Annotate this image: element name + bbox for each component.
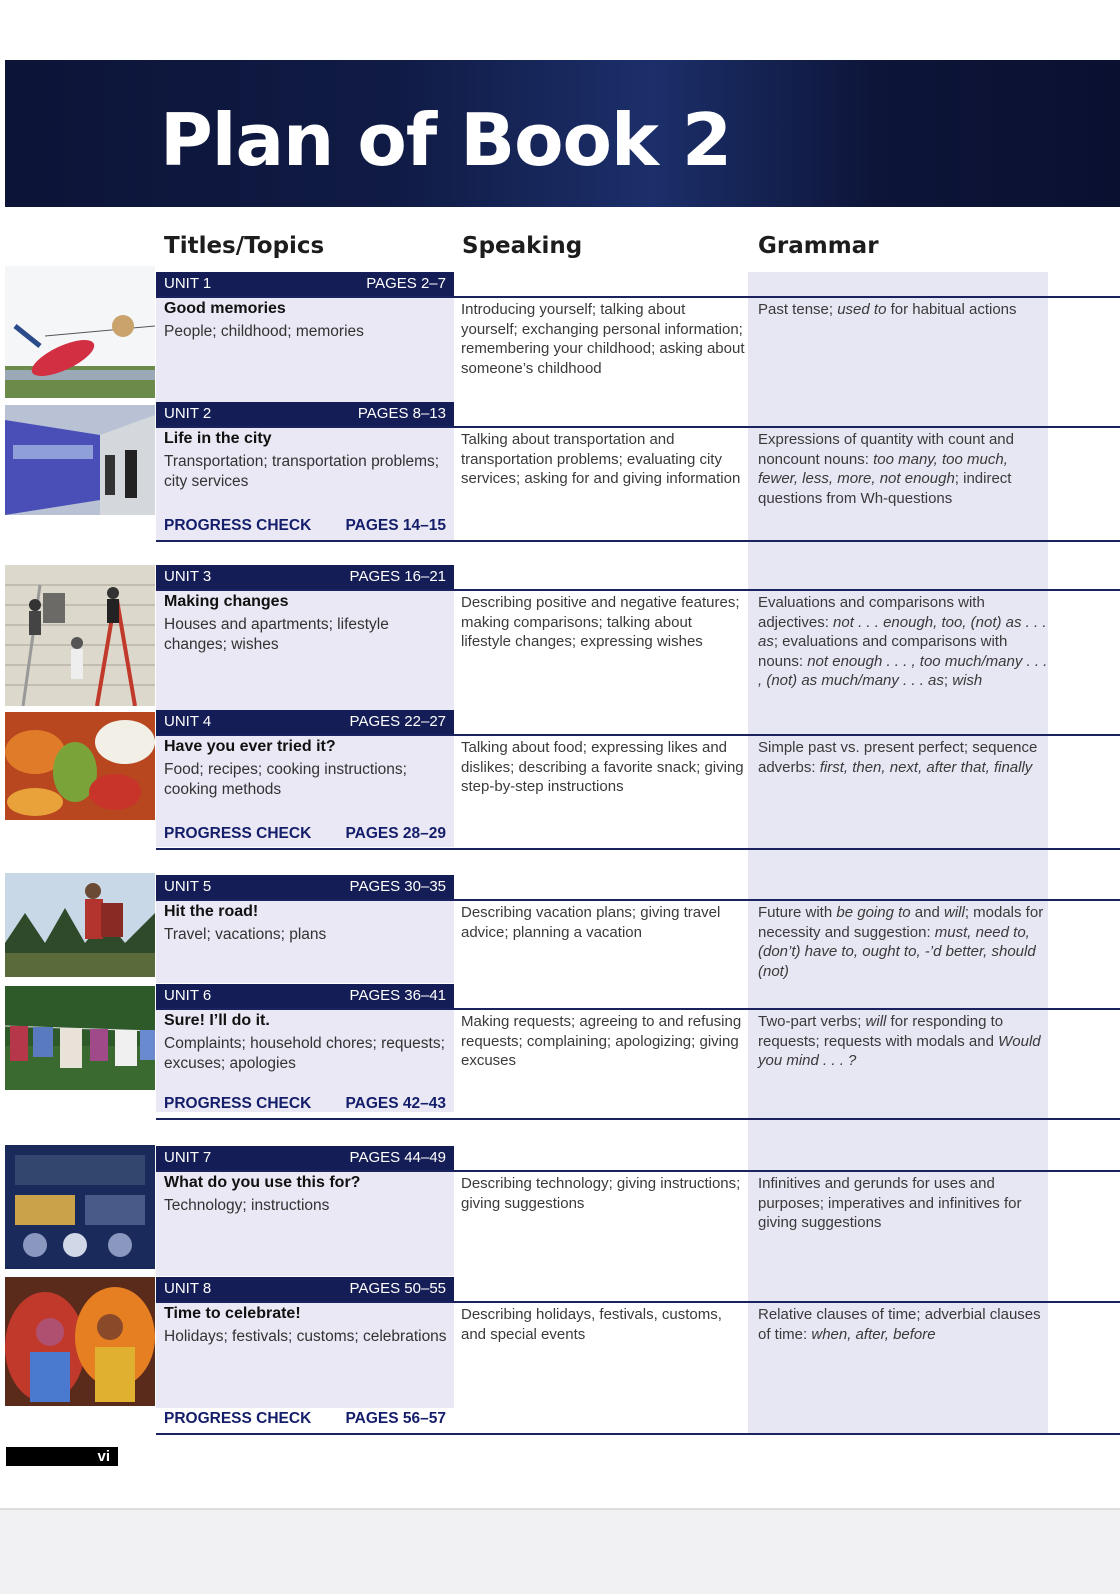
speaking-text: Describing vacation plans; giving travel advice; planning a vacation: [461, 904, 721, 941]
unit-label: UNIT 1: [164, 275, 212, 292]
grammar-text: Expressions of quantity with count and noncount nouns: too many, too much, fewer, less, more, not enough; indirect questions from Wh-questions: [758, 431, 1014, 507]
festival-photo: [5, 1277, 155, 1406]
unit-label: UNIT 8: [164, 1280, 212, 1297]
column-header-grammar: Grammar: [758, 233, 879, 259]
grammar-text: Future with be going to and will; modals for necessity and suggestion: must, need to, (don’t) have to, ought to, -’d better, should (not): [758, 904, 1044, 980]
progress-check-pages: PAGES 14–15: [345, 517, 446, 534]
section-rule: [156, 540, 1120, 542]
row-rule: [156, 589, 1120, 591]
progress-check-pages: PAGES 28–29: [345, 825, 446, 842]
unit-pages: PAGES 22–27: [349, 713, 446, 730]
speaking-text: Introducing yourself; talking about yourself; exchanging personal information; remembering your childhood; asking about someone’s childhood: [461, 301, 745, 377]
page-title: Plan of Book 2: [160, 98, 732, 182]
unit-header: [156, 710, 454, 734]
progress-check: [164, 825, 446, 843]
unit-topics: Travel; vacations; plans: [164, 926, 327, 943]
unit-header: [156, 875, 454, 899]
progress-check-pages: PAGES 42–43: [345, 1095, 446, 1112]
grammar-text: Infinitives and gerunds for uses and purposes; imperatives and infinitives for giving suggestions: [758, 1175, 1022, 1231]
unit-header: [156, 272, 454, 296]
column-header-speaking: Speaking: [462, 233, 583, 259]
speaking-text: Talking about transportation and transportation problems; evaluating city services; asking for and giving information: [461, 431, 741, 487]
unit-pages: PAGES 8–13: [357, 405, 446, 422]
speaking-text: Making requests; agreeing to and refusing requests; complaining; apologizing; giving excuses: [461, 1013, 742, 1069]
train-photo: [5, 405, 155, 515]
unit-pages: PAGES 50–55: [349, 1280, 446, 1297]
unit-title: What do you use this for?: [164, 1174, 361, 1191]
section-rule: [156, 1118, 1120, 1120]
unit-label: UNIT 4: [164, 713, 212, 730]
hiker-photo: [5, 873, 155, 977]
column-header-titles: Titles/Topics: [164, 233, 325, 259]
row-rule: [156, 426, 1120, 428]
progress-check: [164, 1410, 446, 1428]
grammar-text: Evaluations and comparisons with adjectives: not . . . enough, too, (not) as . . . as; evaluations and comparisons with nouns: not enough . . . , too much/many . . . , (not) as much/many . . . as; wish: [758, 594, 1048, 689]
unit-label: UNIT 7: [164, 1149, 212, 1166]
unit-header: [156, 1277, 454, 1301]
unit-header: [156, 984, 454, 1008]
title-banner: [5, 60, 1120, 207]
painting-house-photo: [5, 565, 155, 706]
row-rule: [156, 899, 1120, 901]
unit-topics: Transportation; transportation problems; city services: [164, 453, 440, 490]
progress-check: [164, 1095, 446, 1113]
unit-topics: Holidays; festivals; customs; celebrations: [164, 1328, 447, 1345]
grammar-text: Past tense; used to for habitual actions: [758, 301, 1017, 318]
section-rule: [156, 1433, 1120, 1435]
unit-title: Sure! I’ll do it.: [164, 1012, 270, 1029]
grammar-text: Relative clauses of time; adverbial clauses of time: when, after, before: [758, 1306, 1041, 1343]
laundry-photo: [5, 986, 155, 1090]
unit-topics: Houses and apartments; lifestyle changes; wishes: [164, 616, 389, 653]
unit-title: Good memories: [164, 300, 286, 317]
section-rule: [156, 848, 1120, 850]
progress-check-label: PROGRESS CHECK: [164, 517, 312, 534]
row-rule: [156, 1170, 1120, 1172]
unit-title: Life in the city: [164, 430, 272, 447]
unit-pages: PAGES 30–35: [349, 878, 446, 895]
progress-check-label: PROGRESS CHECK: [164, 825, 312, 842]
grammar-text: Simple past vs. present perfect; sequence adverbs: first, then, next, after that, finally: [758, 739, 1038, 776]
unit-title: Have you ever tried it?: [164, 738, 336, 755]
unit-title: Making changes: [164, 593, 289, 610]
swing-photo: [5, 266, 155, 398]
row-rule: [156, 734, 1120, 736]
page-edge: [0, 1508, 1120, 1510]
technology-photo: [5, 1145, 155, 1269]
page-number: vi: [6, 1447, 118, 1466]
row-rule: [156, 296, 1120, 298]
unit-title: Hit the road!: [164, 903, 259, 920]
progress-check-label: PROGRESS CHECK: [164, 1095, 312, 1112]
unit-pages: PAGES 36–41: [349, 987, 446, 1004]
row-rule: [156, 1301, 1120, 1303]
speaking-text: Describing technology; giving instructions; giving suggestions: [461, 1175, 741, 1212]
unit-pages: PAGES 16–21: [349, 568, 446, 585]
progress-check-pages: PAGES 56–57: [345, 1410, 446, 1427]
unit-label: UNIT 6: [164, 987, 212, 1004]
food-photo: [5, 712, 155, 820]
unit-header: [156, 402, 454, 426]
unit-header: [156, 1146, 454, 1170]
speaking-text: Talking about food; expressing likes and dislikes; describing a favorite snack; giving step-by-step instructions: [461, 739, 744, 795]
unit-topics: People; childhood; memories: [164, 323, 364, 340]
unit-pages: PAGES 2–7: [366, 275, 446, 292]
progress-check: [164, 517, 446, 535]
unit-label: UNIT 5: [164, 878, 212, 895]
unit-label: UNIT 3: [164, 568, 212, 585]
unit-title: Time to celebrate!: [164, 1305, 301, 1322]
grammar-text: Two-part verbs; will for responding to requests; requests with modals and Would you mind . . . ?: [758, 1013, 1041, 1069]
unit-pages: PAGES 44–49: [349, 1149, 446, 1166]
speaking-text: Describing holidays, festivals, customs, and special events: [461, 1306, 722, 1343]
unit-header: [156, 565, 454, 589]
row-rule: [156, 1008, 1120, 1010]
unit-topics: Food; recipes; cooking instructions; cooking methods: [164, 761, 407, 798]
unit-topics: Technology; instructions: [164, 1197, 330, 1214]
unit-topics: Complaints; household chores; requests; excuses; apologies: [164, 1035, 445, 1072]
speaking-text: Describing positive and negative features; making comparisons; talking about lifestyle changes; expressing wishes: [461, 594, 740, 650]
unit-label: UNIT 2: [164, 405, 212, 422]
progress-check-label: PROGRESS CHECK: [164, 1410, 312, 1427]
